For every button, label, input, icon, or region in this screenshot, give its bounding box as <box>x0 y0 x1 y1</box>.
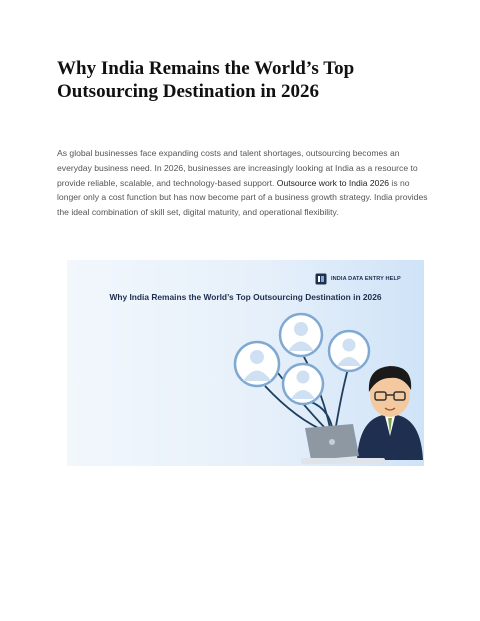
outsource-work-link[interactable]: Outsource work to India 2026 <box>276 177 390 188</box>
paragraph-text-end: is no longer only a cost function but has now become part of a business growth strategy. India provides the ideal combination of skill set, digital maturity, and operational flexibility. <box>57 177 428 218</box>
hero-title: Why India Remains the World’s Top Outsourcing Destination in 2026 <box>109 292 382 302</box>
user-avatar-icon <box>329 331 369 371</box>
brand-name: INDIA DATA ENTRY HELP <box>331 276 401 282</box>
user-avatar-icon <box>283 364 323 404</box>
user-avatar-icon <box>235 342 279 386</box>
paragraph-text-start: As global businesses face expanding costs and talent shortages, outsourcing becomes an everyday business need. In 2026, businesses are increasingly looking at India as a resource to provide reliable, scalable, and technology-based support. <box>57 148 418 188</box>
hero-illustration <box>67 260 424 466</box>
article-title: Why India Remains the World’s Top Outsourcing Destination in 2026 <box>57 58 355 102</box>
hero-artwork <box>67 260 424 466</box>
user-avatar-icon <box>280 314 322 356</box>
brand-logo <box>315 272 420 286</box>
article-paragraph <box>57 146 429 220</box>
brand-logo-icon <box>315 273 327 285</box>
